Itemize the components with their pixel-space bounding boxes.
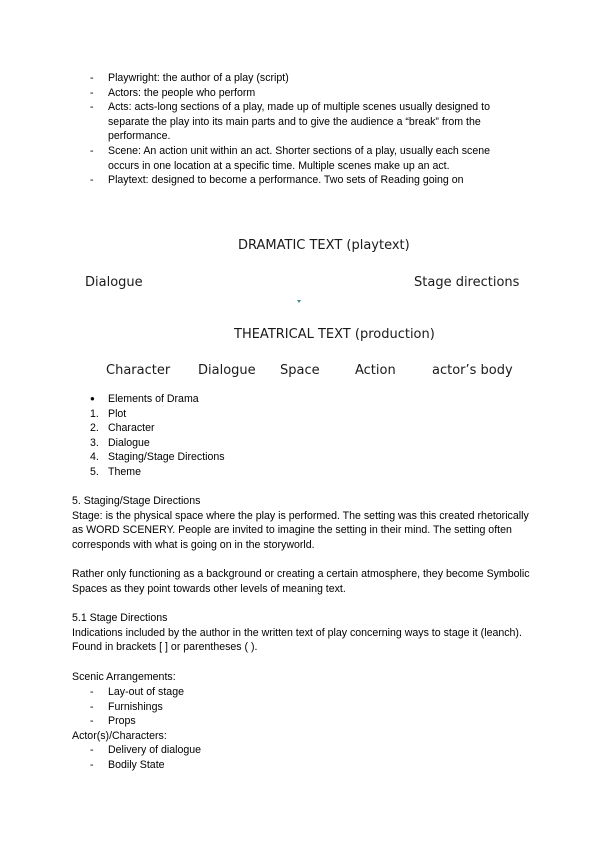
list-item: 3. Dialogue [90, 436, 150, 449]
stage-directions-paragraph: Indications included by the author in the written text of play concerning ways to stage it (leanch). Found in brackets [ ] or parentheses ( ). [72, 626, 522, 654]
staging-heading: 5. Staging/Stage Directions [72, 495, 201, 507]
diagram-item-space: Space [280, 363, 320, 378]
list-item: 5. Theme [90, 465, 141, 478]
diagram-item-actors-body: actor’s body [432, 363, 513, 378]
list-item: - Furnishings [90, 700, 163, 713]
list-item: - Acts: acts-long sections of a play, made up of multiple scenes usually designed to separate the play into its main parts and to give the audience a “break” from the performance. [90, 101, 490, 143]
theatrical-text-title: THEATRICAL TEXT (production) [234, 327, 435, 342]
element-dialogue: Dialogue [108, 436, 150, 449]
diagram-item-dialogue: Dialogue [198, 363, 256, 378]
element-character: Character [108, 422, 155, 435]
stage-directions-section [72, 611, 532, 655]
dramatic-text-title: DRAMATIC TEXT (playtext) [238, 238, 410, 253]
scenic-item-layout: Lay-out of stage [108, 686, 184, 698]
list-item: - Scene: An action unit within an act. Shorter sections of a play, usually each scene occurs in one location at a specific time. Multiple scenes make up an act. [90, 144, 490, 172]
actors-heading: Actor(s)/Characters: [72, 730, 167, 742]
definition-acts: Acts: acts-long sections of a play, made up of multiple scenes usually designed to separate the play into its main parts and to give the audience a “break” from the performance. [108, 101, 490, 143]
diagram-item-action: Action [355, 363, 396, 378]
list-item: 2. Character [90, 422, 155, 435]
bullet-icon: ● [90, 394, 95, 403]
list-item: - Lay-out of stage [90, 686, 184, 698]
element-staging: Staging/Stage Directions [108, 451, 225, 464]
definition-playwright: Playwright: the author of a play (script) [108, 72, 289, 84]
list-item: 1. Plot [90, 407, 127, 420]
diagram-dialogue-label: Dialogue [85, 275, 143, 290]
staging-section [72, 494, 532, 552]
list-item: - Props [90, 715, 136, 728]
staging-paragraph-2: Rather only functioning as a background or creating a certain atmosphere, they become Symbolic Spaces as they point towards other levels of meaning text. [72, 568, 530, 595]
element-plot: Plot [108, 407, 127, 420]
symbolic-spaces-section [72, 567, 532, 596]
staging-paragraph-1: Stage: is the physical space where the play is performed. The setting was this created rhetorically as WORD SCENERY. People are invited to imagine the setting in their mind. The setting often corresponds with what is going on in the storyworld. [72, 509, 529, 551]
stage-directions-heading: 5.1 Stage Directions [72, 612, 168, 624]
list-item: - Actors: the people who perform [90, 86, 256, 99]
arrow-marker-icon [297, 300, 301, 303]
scenic-list [90, 685, 515, 729]
actors-item-bodily-state: Bodily State [108, 758, 165, 771]
list-item: - Delivery of dialogue [90, 744, 202, 756]
list-item: - Playtext: designed to become a performance. Two sets of Reading going on [90, 174, 464, 187]
diagram-item-character: Character [106, 363, 171, 378]
scenic-heading: Scenic Arrangements: [72, 671, 176, 683]
list-item: - Playwright: the author of a play (script) [90, 72, 289, 84]
scenic-heading-block [72, 670, 532, 685]
definition-actors: Actors: the people who perform [108, 86, 256, 99]
elements-list [90, 392, 390, 480]
list-item: 4. Staging/Stage Directions [90, 451, 225, 464]
list-item [90, 392, 390, 407]
actors-item-delivery: Delivery of dialogue [108, 744, 202, 756]
element-theme: Theme [108, 465, 141, 478]
diagram-stage-directions-label: Stage directions [414, 275, 520, 290]
actors-list [90, 743, 515, 772]
actors-heading-block [72, 729, 532, 744]
scenic-item-props: Props [108, 715, 136, 728]
list-item: - Bodily State [90, 758, 165, 771]
elements-heading: Elements of Drama [108, 393, 199, 405]
definition-playtext: Playtext: designed to become a performance. Two sets of Reading going on [108, 174, 464, 187]
definition-scene: Scene: An action unit within an act. Shorter sections of a play, usually each scene occurs in one location at a specific time. Multiple scenes make up an act. [108, 144, 490, 172]
definitions-list [90, 71, 515, 188]
scenic-item-furnishings: Furnishings [108, 700, 163, 713]
